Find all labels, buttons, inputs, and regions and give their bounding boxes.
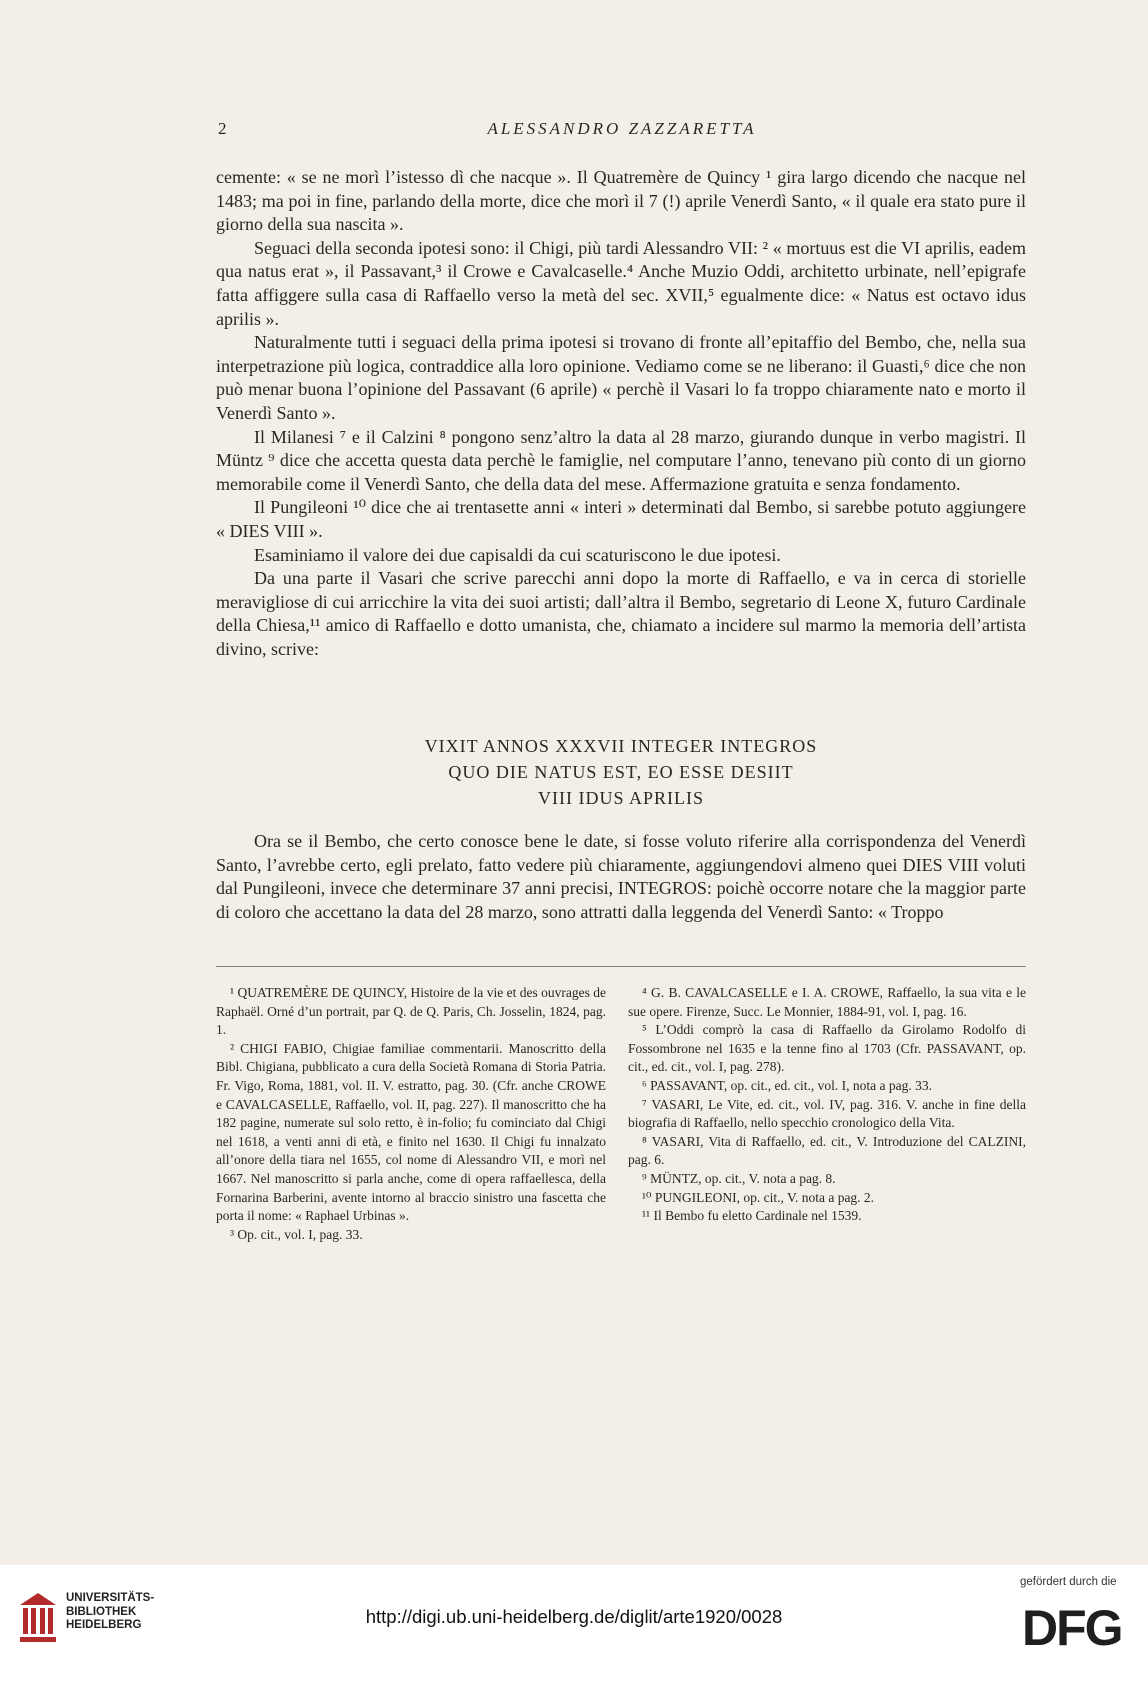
paragraph: Naturalmente tutti i seguaci della prima ipotesi si trovano di fronte all’epitaffio del Bembo, che, nella sua interpetrazione più logica, contraddice alla loro opinione. Vediamo come se ne liberano: il Guasti,⁶ dice che non può menar buona l’opinione del Passavant (6 aprile) « perchè il Vasari lo fa troppo chiaramente nato e morto il Venerdì Santo ». xyxy=(216,332,1026,423)
footnotes-left-column xyxy=(216,984,606,1244)
footnote-rule xyxy=(216,966,1026,967)
funding-caption: gefördert durch die xyxy=(1020,1576,1117,1588)
footnotes-right-column xyxy=(628,984,1026,1226)
library-name-line: UNIVERSITÄTS- xyxy=(66,1592,155,1604)
footnote: ⁸ VASARI, Vita di Raffaello, ed. cit., V. Introduzione del CALZINI, pag. 6. xyxy=(628,1133,1026,1168)
footnote: ³ Op. cit., vol. I, pag. 33. xyxy=(230,1226,363,1242)
page-header xyxy=(218,119,1026,145)
library-name-line: HEIDELBERG xyxy=(66,1619,142,1631)
main-text-continued xyxy=(216,830,1026,924)
paragraph: Ora se il Bembo, che certo conosce bene le date, si fosse voluto riferire alla corrispondenza del Venerdì Santo, l’avrebbe certo, egli prelato, fatto vedere più chiaramente, aggiungendovi almeno quei DIES VIII voluti dal Pungileoni, invece che determinare 37 anni precisi, INTEGROS: poichè occorre notare che la maggior parte di coloro che accettano la data del 28 marzo, sono attratti dalla leggenda del Venerdì Santo: « Troppo xyxy=(216,831,1026,922)
footnote: ⁴ G. B. CAVALCASELLE e I. A. CROWE, Raffaello, la sua vita e le sue opere. Firenze, Succ. Le Monnier, 1884-91, vol. I, pag. 16. xyxy=(628,985,1026,1019)
paragraph: cemente: « se ne morì l’istesso dì che nacque ». Il Quatremère de Quincy ¹ gira largo dicendo che nacque nel 1483; ma poi in fine, parlando della morte, dice che morì il 7 (!) aprile Venerdì Santo, « il quale era stato pure il giorno della sua nascita ». xyxy=(216,167,1026,235)
epitaph-inscription xyxy=(216,733,1026,811)
dfg-logo: DFG xyxy=(1022,1600,1122,1656)
footnote: ¹ QUATREMÈRE DE QUINCY, Histoire de la vie et des ouvrages de Raphaël. Orné d’un portrait, par Q. de Q. Paris, Ch. Josselin, 1824, pag. 1. xyxy=(216,985,606,1038)
running-title: ALESSANDRO ZAZZARETTA xyxy=(487,119,757,138)
paragraph: Da una parte il Vasari che scrive parecchi anni dopo la morte di Raffaello, e va in cerca di storielle meravigliose di cui arricchire la vita dei suoi artisti; dall’altra il Bembo, segretario di Leone X, futuro Cardinale della Chiesa,¹¹ amico di Raffaello e dotto umanista, che, chiamato a incidere sul marmo la memoria dell’artista divino, scrive: xyxy=(216,568,1026,659)
footnote: ⁵ L’Oddi comprò la casa di Raffaello da Girolamo Rodolfo di Fossombrone nel 1635 e la tenne fino al 1703 (Cfr. PASSAVANT, op. cit., ed. cit., vol. I, pag. 278). xyxy=(628,1022,1026,1075)
permalink-url[interactable]: http://digi.ub.uni-heidelberg.de/diglit/arte1920/0028 xyxy=(365,1606,783,1627)
main-text xyxy=(216,166,1026,661)
library-name-line: BIBLIOTHEK xyxy=(66,1605,137,1618)
footnote: ⁷ VASARI, Le Vite, ed. cit., vol. IV, pag. 316. V. anche in fine della biografia di Raffaello, nello specchio cronologico della Vita. xyxy=(628,1096,1026,1131)
footnote: ⁹ MÜNTZ, op. cit., V. nota a pag. 8. xyxy=(642,1170,836,1186)
footnote: ¹⁰ PUNGILEONI, op. cit., V. nota a pag. 2. xyxy=(642,1189,875,1205)
paragraph: Il Milanesi ⁷ e il Calzini ⁸ pongono senz’altro la data al 28 marzo, giurando dunque in verbo magistri. Il Müntz ⁹ dice che accetta questa data perchè le famiglie, nel computare l’anno, tenevano più conto di un giorno memorabile come il Venerdì Santo, che della data del mese. Affermazione gratuita e senza fondamento. xyxy=(216,426,1026,494)
epitaph-line: VIII IDUS APRILIS xyxy=(537,788,704,808)
epitaph-line: VIXIT ANNOS XXXVII INTEGER INTEGROS xyxy=(424,736,818,756)
footnote: ⁶ PASSAVANT, op. cit., ed. cit., vol. I, nota a pag. 33. xyxy=(642,1077,932,1093)
digitization-footer xyxy=(0,1565,1148,1695)
paragraph: Esaminiamo il valore dei due capisaldi da cui scaturiscono le due ipotesi. xyxy=(254,544,781,565)
footnote: ¹¹ Il Bembo fu eletto Cardinale nel 1539. xyxy=(642,1208,862,1224)
paragraph: Il Pungileoni ¹⁰ dice che ai trentasette anni « interi » determinati dal Bembo, si sarebbe potuto aggiungere « DIES VIII ». xyxy=(216,497,1026,541)
epitaph-line: QUO DIE NATUS EST, EO ESSE DESIIT xyxy=(448,762,794,782)
footnote: ² CHIGI FABIO, Chigiae familiae commentarii. Manoscritto della Bibl. Chigiana, pubblicato a cura della Società Romana di Storia Patria. Fr. Vigo, Roma, 1881, vol. II. V. estratto, pag. 30. (Cfr. anche CROWE e CAVALCASELLE, Raffaello, vol. II, pag. 227). Il manoscritto che ha 182 pagine, numerate sul solo retto, è in-folio; fu cominciato dal Chigi nel 1618, a venti anni di età, e finito nel 1630. Il Chigi fu innalzato all’onore della tiara nel 1655, col nome di Alessandro VII, e morì nel 1667. Nel manoscritto si parla anche, come di opera raffaellesca, della Fornarina Barberini, avente intorno al braccio sinistro una fascetta che porta il nome: « Raphael Urbinas ». xyxy=(216,1040,606,1224)
page-number: 2 xyxy=(218,119,229,138)
paragraph: Seguaci della seconda ipotesi sono: il Chigi, più tardi Alessandro VII: ² « mortuus est die VI aprilis, eadem qua natus erat », il Passavant,³ il Crowe e Cavalcaselle.⁴ Anche Muzio Oddi, architetto urbinate, nell’epigrafe fatta affiggere sulla casa di Raffaello verso la metà del sec. XVII,⁵ egualmente dice: « Natus est octavo idus aprilis ». xyxy=(216,237,1026,329)
